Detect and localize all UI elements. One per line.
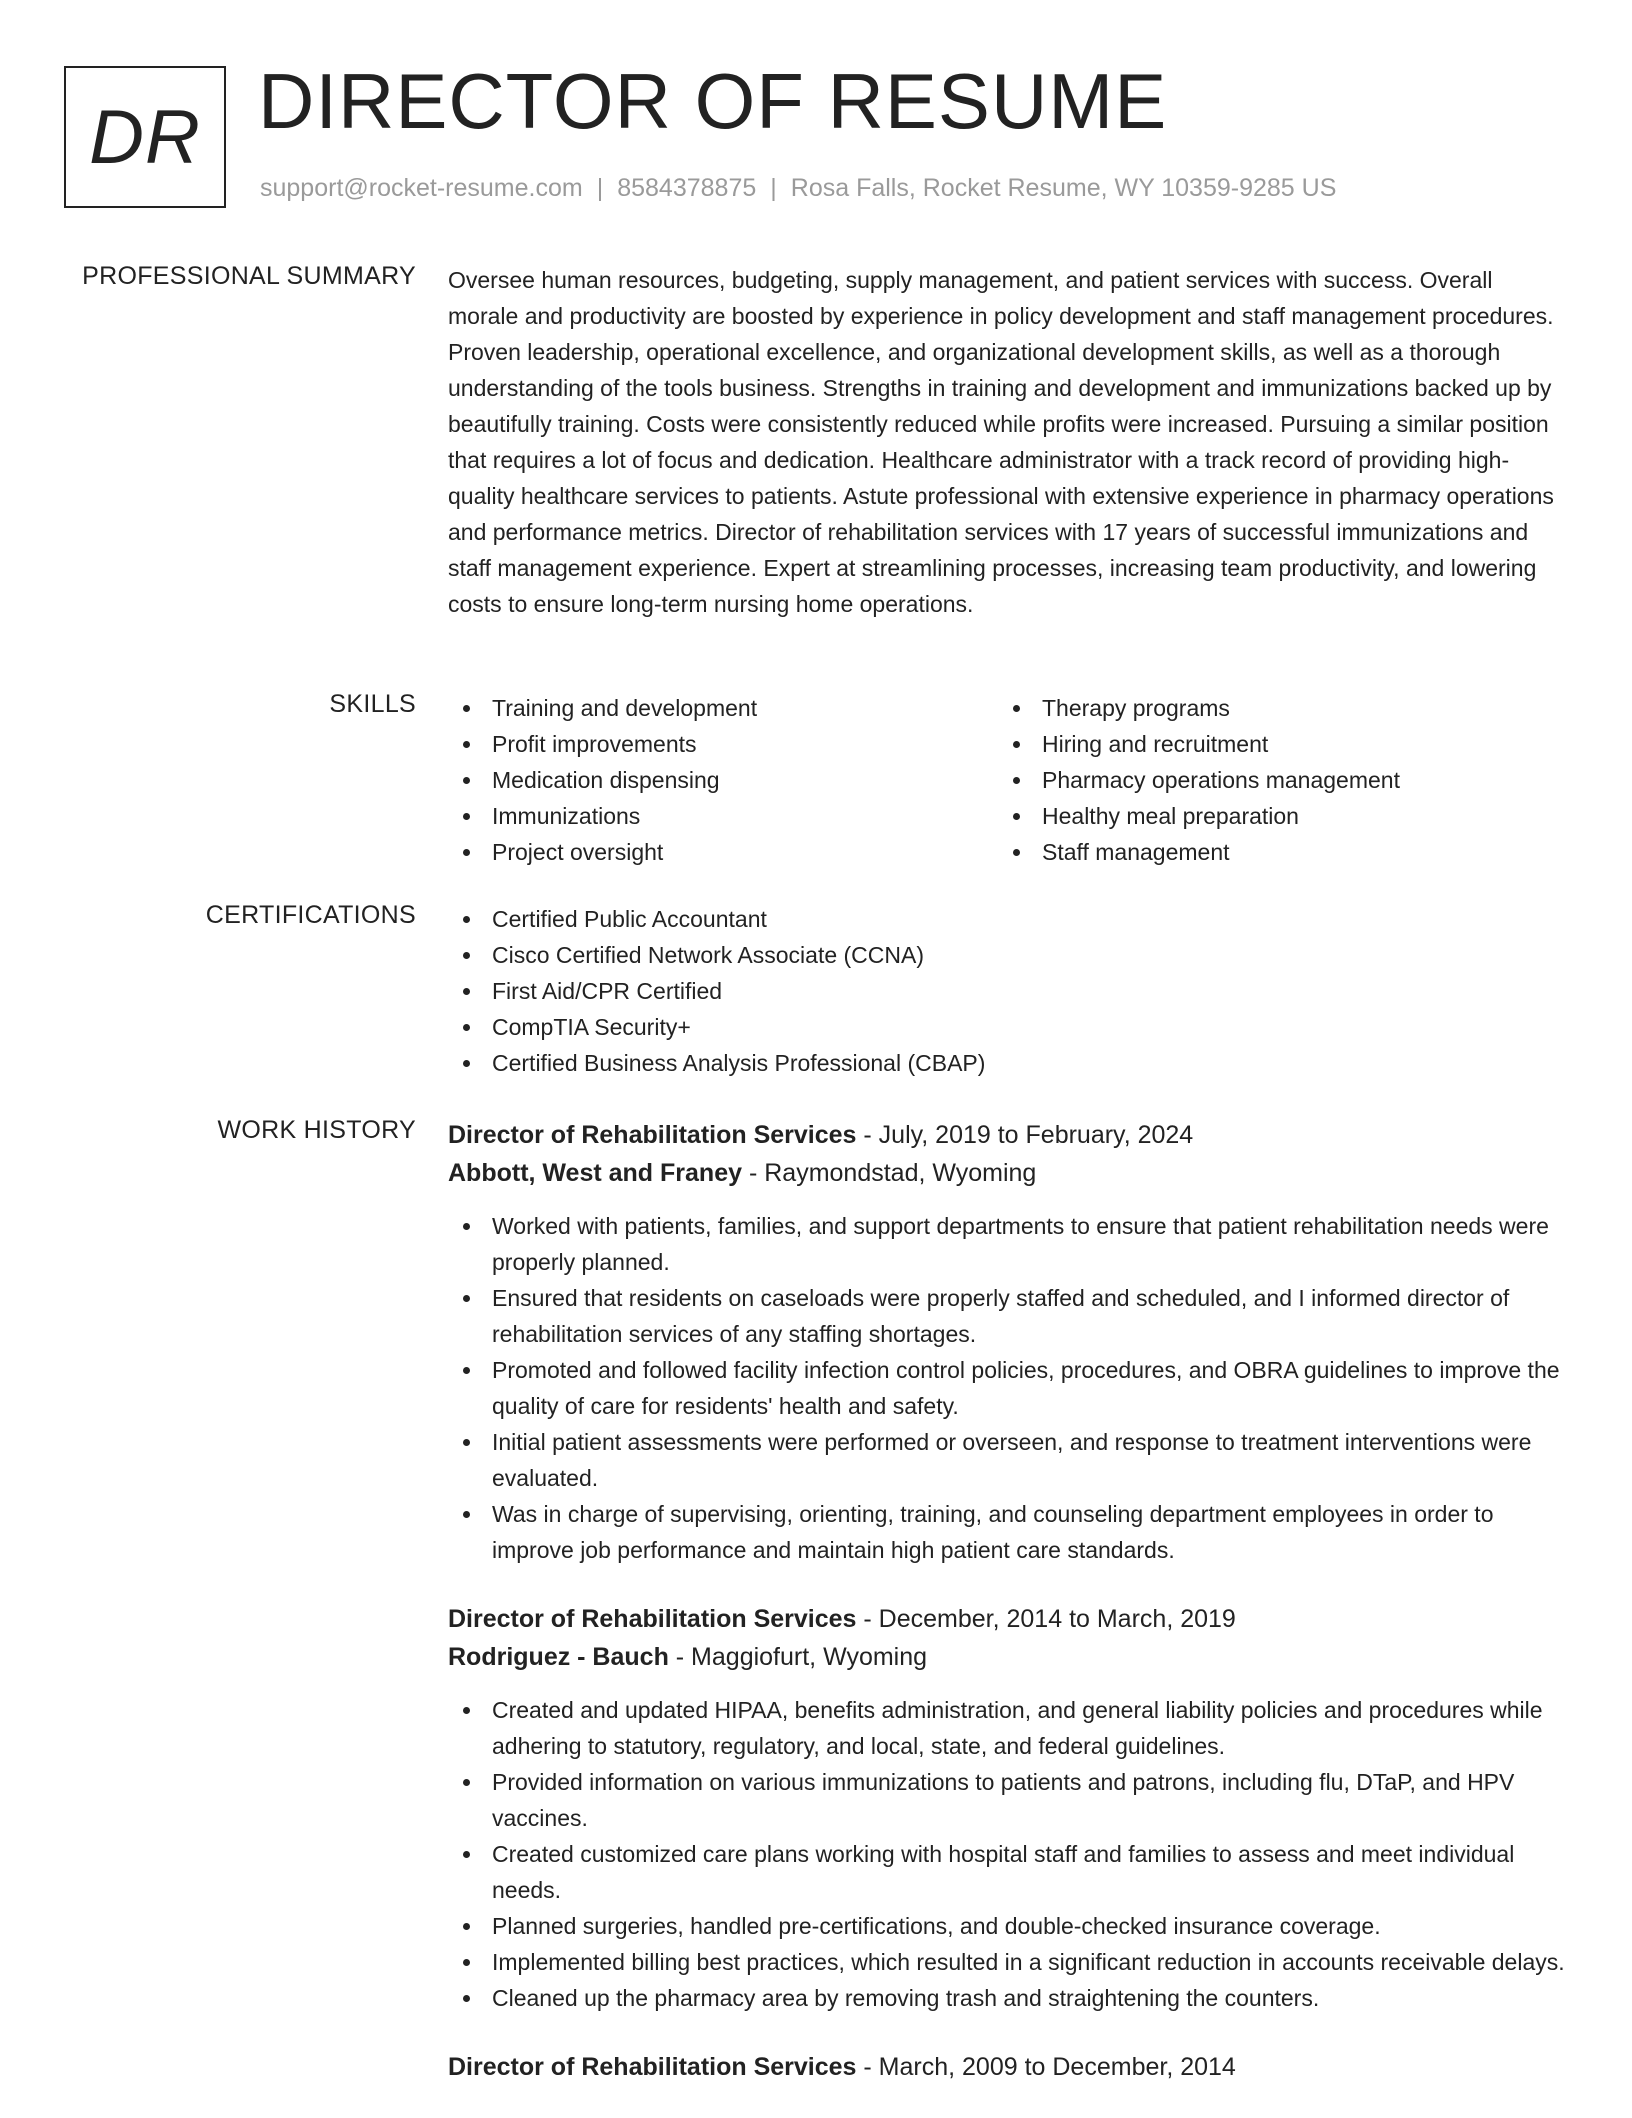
skill-item: Pharmacy operations management — [998, 762, 1548, 798]
contact-address: Rosa Falls, Rocket Resume, WY 10359-9285 US — [790, 174, 1337, 202]
job-role: Director of Rehabilitation Services — [448, 2053, 857, 2081]
job-bullet: Created and updated HIPAA, benefits administration, and general liability policies and procedures while adhering to statutory, regulatory, and local, state, and federal guidelines. — [448, 1692, 1566, 1764]
certification-item: First Aid/CPR Certified — [448, 973, 1566, 1009]
section-title-work-history: WORK HISTORY — [217, 1116, 416, 1144]
skill-item: Project oversight — [448, 834, 998, 870]
contact-separator: | — [596, 174, 604, 202]
job-bullet: Ensured that residents on caseloads were properly staffed and scheduled, and I informed director of rehabilitation services of any staffing shortages. — [448, 1280, 1566, 1352]
summary-text: Oversee human resources, budgeting, supply management, and patient services with success. Overall morale and productivity are boosted by experience in policy development and staff management procedures. Proven leadership, operational excellence, and organizational development skills, as well as a thorough understanding of the tools business. Strengths in training and development and immunizations backed up by beautifully training. Costs were consistently reduced while profits were increased. Pursuing a similar position that requires a lot of focus and dedication. Healthcare administrator with a track record of providing high-quality healthcare services to patients. Astute professional with extensive experience in pharmacy operations and performance metrics. Director of rehabilitation services with 17 years of successful immunizations and staff management experience. Expert at streamlining processes, increasing team productivity, and lowering costs to ensure long-term nursing home operations. — [448, 267, 1554, 617]
job-bullet: Implemented billing best practices, which resulted in a significant reduction in accounts receivable delays. — [448, 1944, 1566, 1980]
skill-item: Hiring and recruitment — [998, 726, 1548, 762]
monogram-initials: DR — [89, 94, 201, 180]
job-bullets — [448, 1692, 1566, 2016]
skill-item: Healthy meal preparation — [998, 798, 1548, 834]
monogram-badge — [64, 66, 226, 208]
job-bullet: Provided information on various immunizations to patients and patrons, including flu, DTaP, and HPV vaccines. — [448, 1764, 1566, 1836]
contact-phone[interactable]: 8584378875 — [617, 174, 757, 202]
skills-list-left — [448, 690, 998, 870]
job-company: Rodriguez - Bauch — [448, 1643, 669, 1671]
job-role: Director of Rehabilitation Services — [448, 1605, 857, 1633]
resume-name: DIRECTOR OF RESUME — [258, 57, 1168, 145]
certification-item: CompTIA Security+ — [448, 1009, 1566, 1045]
contact-separator: | — [770, 174, 777, 202]
contact-email[interactable]: support@rocket-resume.com — [260, 174, 583, 202]
certification-item: Certified Public Accountant — [448, 901, 1566, 937]
skill-item: Immunizations — [448, 798, 998, 834]
job-bullet: Promoted and followed facility infection control policies, procedures, and OBRA guidelines to improve the quality of care for residents' health and safety. — [448, 1352, 1566, 1424]
job-location: - Maggiofurt, Wyoming — [668, 1643, 928, 1671]
job-entry — [448, 1600, 1566, 2016]
contact-line — [260, 174, 1336, 203]
skills-list-right — [998, 690, 1548, 870]
section-title-skills: SKILLS — [329, 690, 416, 718]
job-bullets — [448, 1208, 1566, 1568]
job-bullet: Was in charge of supervising, orienting, training, and counseling department employees in order to improve job performance and maintain high patient care standards. — [448, 1496, 1566, 1568]
job-role: Director of Rehabilitation Services — [448, 1121, 857, 1149]
job-bullet: Planned surgeries, handled pre-certifications, and double-checked insurance coverage. — [448, 1908, 1566, 1944]
skill-item: Staff management — [998, 834, 1548, 870]
skill-item: Medication dispensing — [448, 762, 998, 798]
job-dates: - July, 2019 to February, 2024 — [856, 1121, 1194, 1149]
section-title-certifications: CERTIFICATIONS — [205, 901, 416, 929]
job-location: - Raymondstad, Wyoming — [742, 1159, 1037, 1187]
job-bullet: Cleaned up the pharmacy area by removing trash and straightening the counters. — [448, 1980, 1566, 2016]
job-dates: - December, 2014 to March, 2019 — [856, 1605, 1236, 1633]
certification-item: Cisco Certified Network Associate (CCNA) — [448, 937, 1566, 973]
skill-item: Training and development — [448, 690, 998, 726]
skill-item: Therapy programs — [998, 690, 1548, 726]
job-company: Abbott, West and Franey — [448, 1159, 743, 1187]
section-title-summary: PROFESSIONAL SUMMARY — [82, 262, 416, 290]
job-bullet: Created customized care plans working with hospital staff and families to assess and meet individual needs. — [448, 1836, 1566, 1908]
job-entry — [448, 1116, 1566, 1568]
job-entry — [448, 2048, 1566, 2086]
job-bullet: Worked with patients, families, and support departments to ensure that patient rehabilitation needs were properly planned. — [448, 1208, 1566, 1280]
certification-item: Certified Business Analysis Professional (CBAP) — [448, 1045, 1566, 1081]
certifications-list — [448, 901, 1566, 1081]
skill-item: Profit improvements — [448, 726, 998, 762]
job-dates: - March, 2009 to December, 2014 — [856, 2053, 1236, 2081]
job-bullet: Initial patient assessments were performed or overseen, and response to treatment interventions were evaluated. — [448, 1424, 1566, 1496]
